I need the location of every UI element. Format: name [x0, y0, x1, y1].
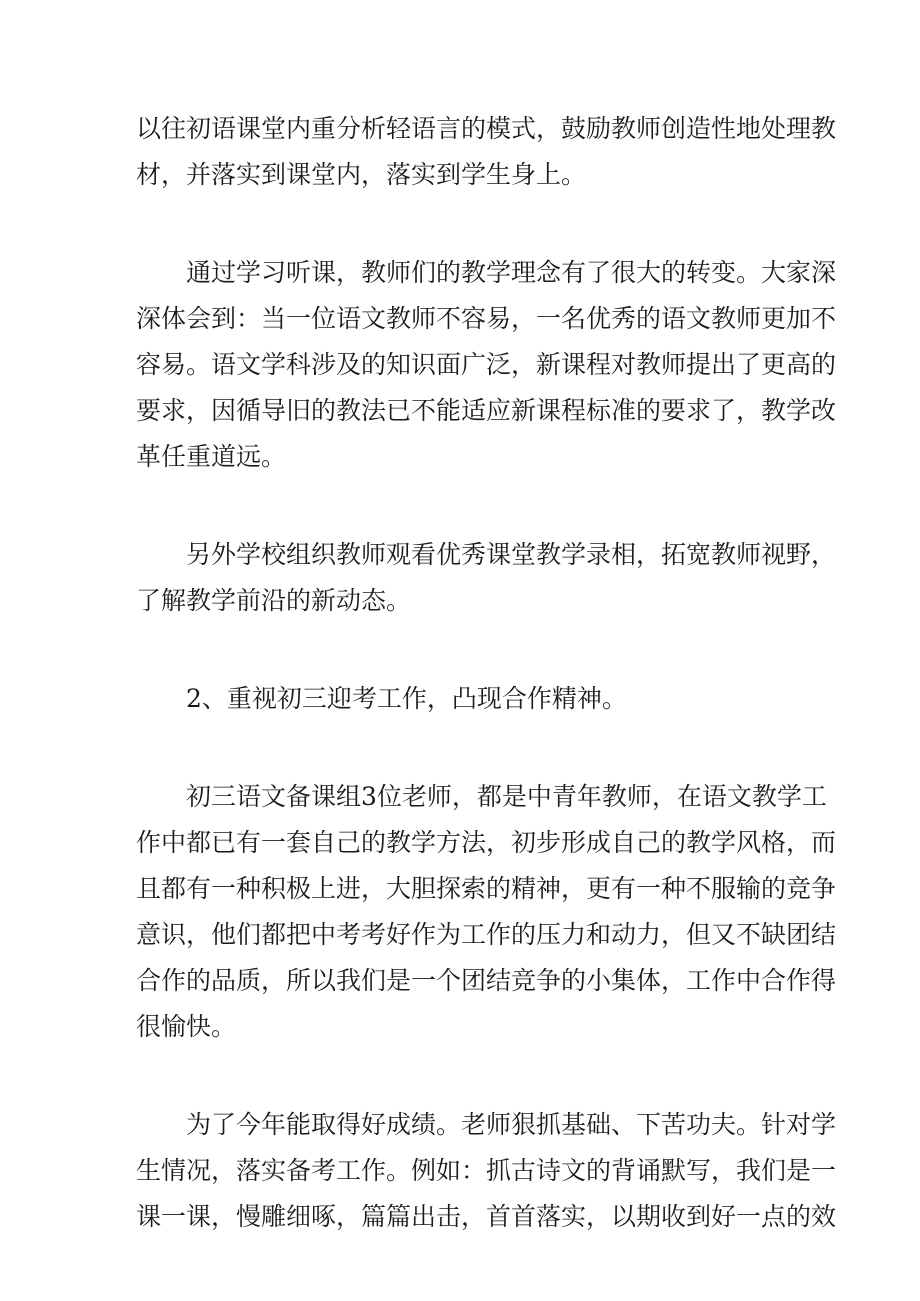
paragraph-line: 另外学校组织教师观看优秀课堂教学录相，拓宽教师视野，	[186, 540, 837, 569]
paragraph-6	[136, 1102, 837, 1240]
paragraph-line: 且都有一种积极上进，大胆探索的精神，更有一种不服输的竞争	[136, 874, 837, 903]
paragraph-1	[136, 106, 837, 198]
paragraph-gap	[136, 722, 786, 774]
paragraph-line: 2、重视初三迎考工作，凸现合作精神。	[186, 684, 627, 713]
paragraph-line: 为了今年能取得好成绩。老师狠抓基础、下苦功夫。针对学	[186, 1110, 837, 1139]
paragraph-gap	[136, 198, 786, 250]
paragraph-2	[136, 250, 837, 480]
paragraph-line: 很愉快。	[136, 1012, 237, 1041]
paragraph-line: 要求，因循导旧的教法已不能适应新课程标准的要求了，教学改	[136, 396, 837, 425]
paragraph-line: 容易。语文学科涉及的知识面广泛，新课程对教师提出了更高的	[136, 350, 837, 379]
paragraph-line: 意识，他们都把中考考好作为工作的压力和动力，但又不缺团结	[136, 920, 837, 949]
paragraph-3	[136, 532, 837, 624]
section-heading	[136, 676, 786, 722]
paragraph-line: 生情况，落实备考工作。例如：抓古诗文的背诵默写，我们是一	[136, 1156, 837, 1185]
paragraph-line: 通过学习听课，教师们的教学理念有了很大的转变。大家深	[186, 258, 837, 287]
paragraph-gap	[136, 1050, 786, 1102]
paragraph-gap	[136, 624, 786, 676]
paragraph-line: 初三语文备课组3位老师，都是中青年教师，在语文教学工	[186, 782, 827, 811]
paragraph-line: 合作的品质，所以我们是一个团结竞争的小集体，工作中合作得	[136, 966, 837, 995]
paragraph-line: 以往初语课堂内重分析轻语言的模式，鼓励教师创造性地处理教	[136, 114, 837, 143]
paragraph-line: 课一课，慢雕细啄，篇篇出击，首首落实，以期收到好一点的效	[136, 1202, 837, 1231]
paragraph-line: 了解教学前沿的新动态。	[136, 586, 412, 615]
paragraph-line: 深体会到：当一位语文教师不容易，一名优秀的语文教师更加不	[136, 304, 837, 333]
paragraph-5	[136, 774, 837, 1050]
paragraph-line: 作中都已有一套自己的教学方法，初步形成自己的教学风格，而	[136, 828, 837, 857]
paragraph-line: 革任重道远。	[136, 442, 287, 471]
document-body	[136, 106, 837, 1240]
paragraph-gap	[136, 480, 786, 532]
paragraph-line: 材，并落实到课堂内，落实到学生身上。	[136, 160, 587, 189]
